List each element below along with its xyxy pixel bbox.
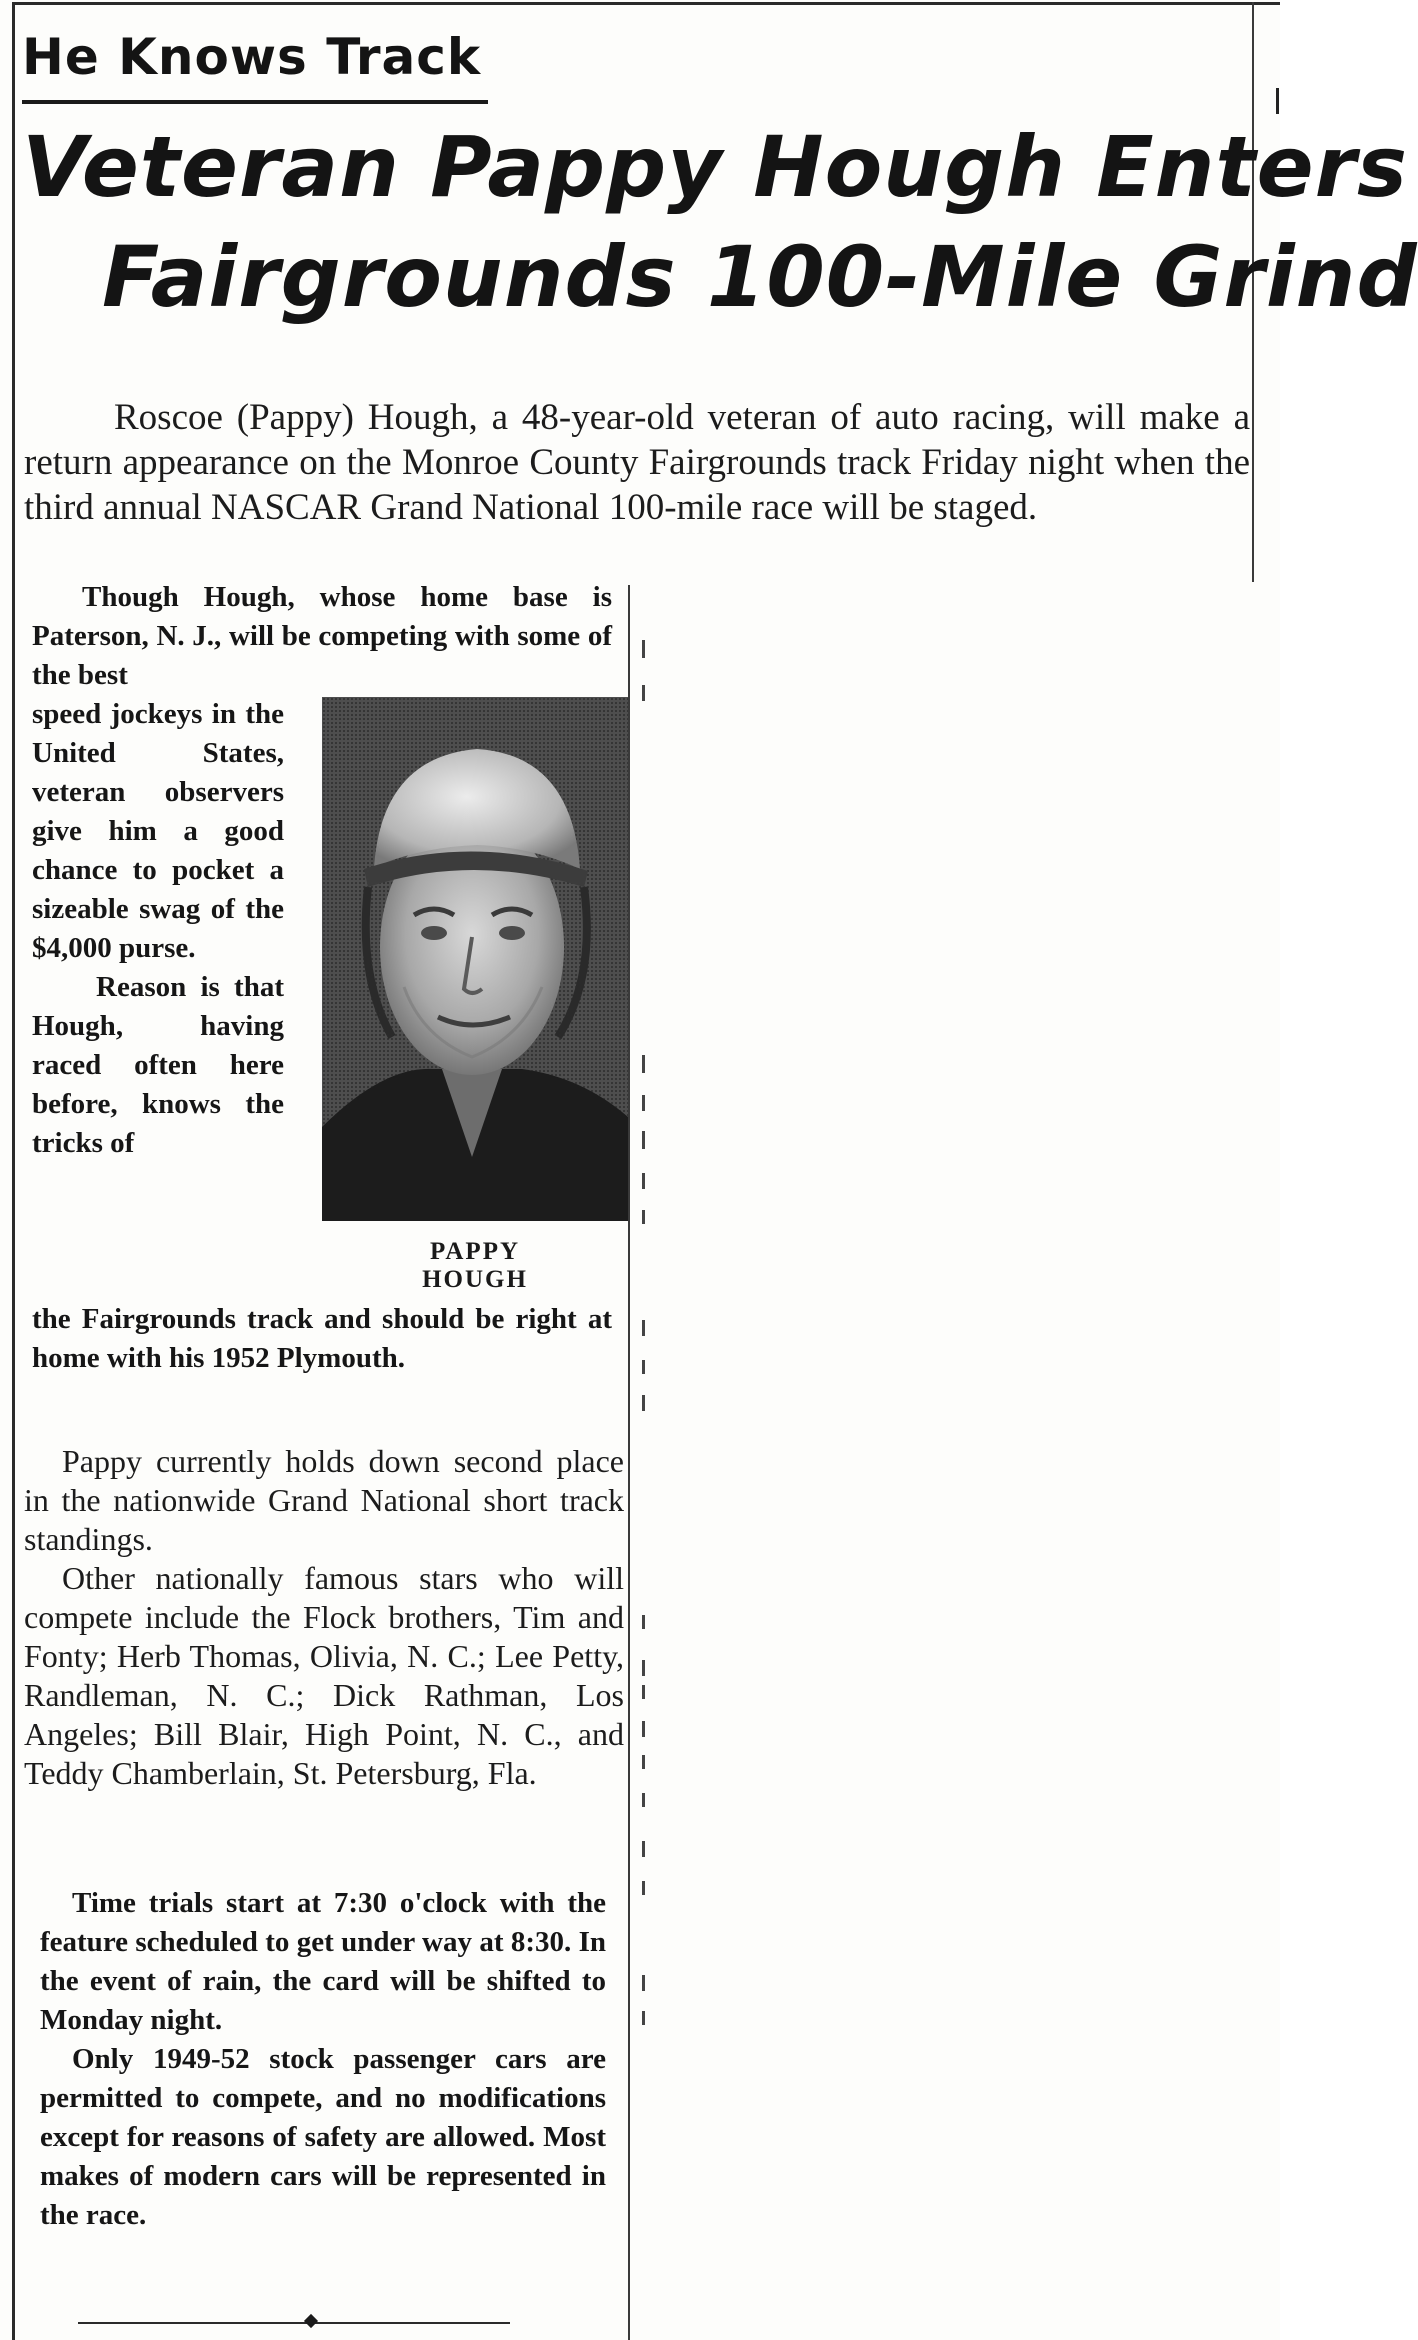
body-paragraph-standings: Pappy currently holds down second place in the nationwide Grand National short track standings. <box>24 1443 624 1557</box>
body-paragraph-eligible-cars: Only 1949-52 stock passenger cars are permitted to compete, and no modifications except for reasons of safety are allowed. Most makes of modern cars will be represented in the race. <box>40 2043 606 2231</box>
column-divider-rule <box>628 585 630 2340</box>
text-fragment <box>642 1173 645 1189</box>
text-fragment <box>642 1755 645 1769</box>
text-fragment <box>642 1975 645 1991</box>
text-fragment <box>642 1360 645 1374</box>
text-fragment <box>642 1685 645 1699</box>
text-fragment <box>642 1131 645 1149</box>
body-paragraph-other-stars: Other nationally famous stars who will compete include the Flock brothers, Tim and Fonty; Herb Thomas, Olivia, N. C.; Lee Petty, Randleman, N. C.; Dick Rathman, Los Angeles; Bill Blair, High Point, N. C., and Teddy Chamberlain, St. Petersburg, Fla. <box>24 1560 624 1791</box>
text-fragment <box>642 1793 645 1807</box>
text-fragment <box>642 1095 645 1111</box>
text-fragment <box>642 2011 645 2025</box>
headline-line-1: Veteran Pappy Hough Enters <box>22 118 1408 216</box>
photo-caption <box>322 1238 628 1294</box>
top-border-rule <box>12 2 1280 5</box>
photo-wrapped-text <box>32 695 284 1163</box>
end-of-article-diamond <box>304 2314 318 2328</box>
text-fragment <box>642 1660 645 1676</box>
headline-line-2: Fairgrounds 100-Mile Grind <box>102 228 1418 326</box>
lead-paragraph: Roscoe (Pappy) Hough, a 48-year-old veteran of auto racing, will make a return appearance on the Monroe County Fairgrounds track Friday night when the third annual NASCAR Grand National 100-mile race will be staged. <box>24 397 1250 528</box>
body-paragraph-chance: speed jockeys in the United States, veteran observers give him a good chance to pocket a sizeable swag of the $4,000 purse. <box>32 698 284 964</box>
driver-portrait-photo <box>322 697 628 1221</box>
body-paragraph-hometown: Though Hough, whose home base is Paterson, N. J., will be competing with some of the best <box>32 581 612 691</box>
main-headline <box>0 112 1418 332</box>
caption-line-2: HOUGH <box>422 1266 528 1293</box>
left-border-rule <box>12 2 15 2340</box>
kicker-underline <box>22 100 488 104</box>
body-paragraph-time-trials: Time trials start at 7:30 o'clock with the feature scheduled to get under way at 8:30. In the event of rain, the card will be shifted to Monday night. <box>40 1887 606 2036</box>
text-fragment <box>642 1055 645 1073</box>
text-fragment <box>642 1615 645 1629</box>
text-fragment <box>642 1841 645 1857</box>
body-paragraph-plymouth: the Fairgrounds track and should be right at home with his 1952 Plymouth. <box>32 1303 612 1374</box>
text-fragment <box>642 1881 645 1895</box>
text-fragment <box>642 640 645 658</box>
text-fragment <box>642 685 645 701</box>
caption-line-1: PAPPY <box>429 1238 521 1265</box>
adjacent-column-edge <box>636 585 666 2340</box>
text-fragment <box>642 1395 645 1411</box>
bold-text-column-bottom <box>40 1884 606 2235</box>
body-paragraph-reason: Reason is that Hough, having raced often here before, knows the tricks of <box>32 971 284 1159</box>
adjacent-column-fragment <box>1276 88 1279 114</box>
text-fragment <box>642 1721 645 1737</box>
kicker-headline: He Knows Track <box>22 28 482 86</box>
portrait-image <box>322 697 628 1221</box>
text-fragment <box>642 1210 645 1224</box>
text-fragment <box>642 1320 645 1336</box>
end-of-article-rule <box>78 2322 510 2324</box>
regular-text-column <box>24 1442 624 1793</box>
